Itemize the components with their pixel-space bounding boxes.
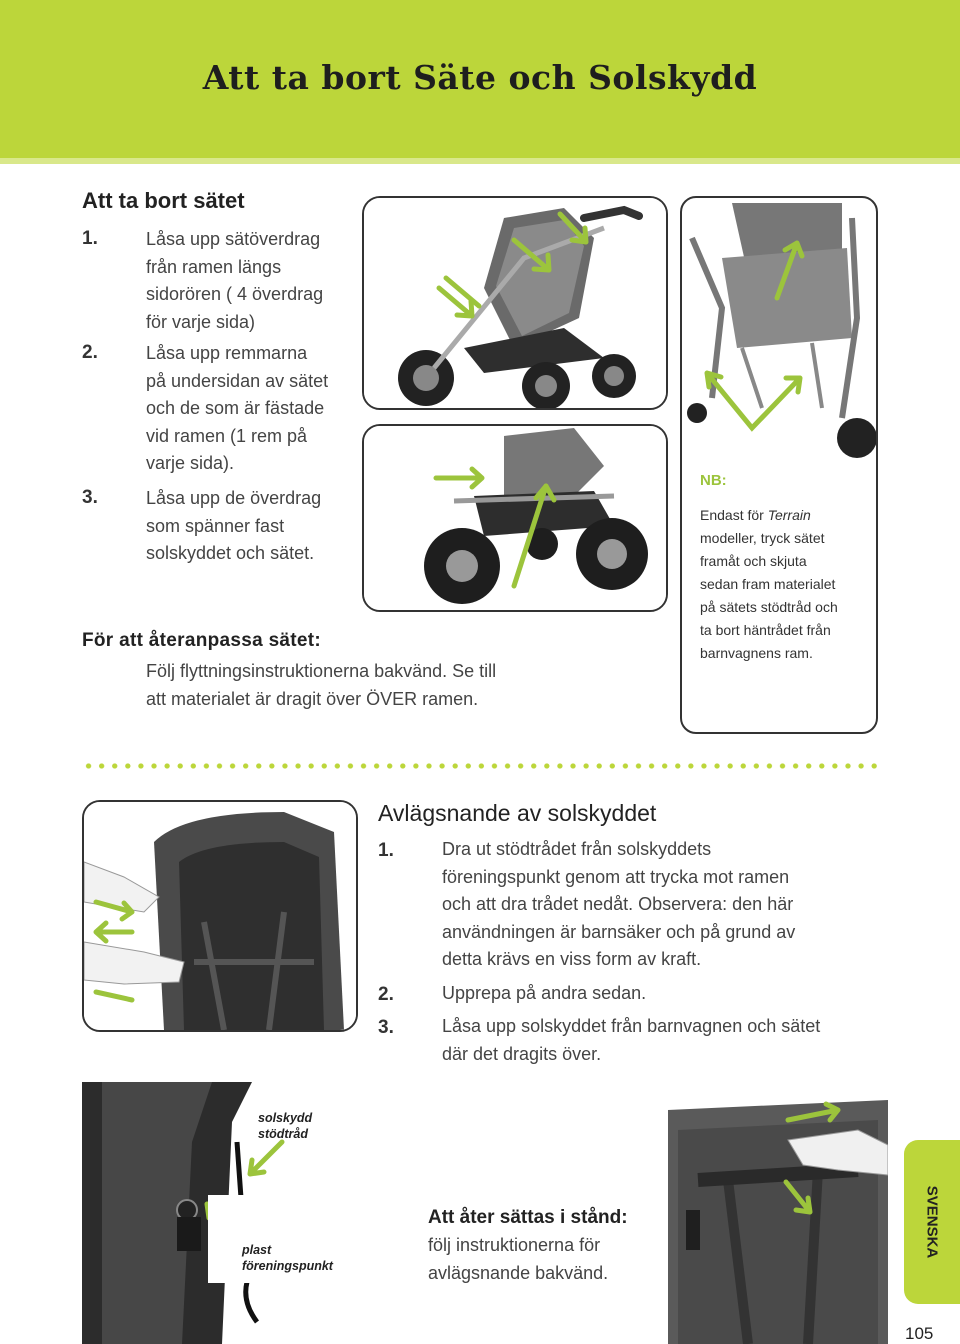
step-number: 2. xyxy=(82,342,98,363)
canopy-photo-hands xyxy=(82,800,358,1032)
refit-canopy-text: följ instruktionerna för avlägsnande bakvänd. xyxy=(428,1235,609,1283)
header-underline xyxy=(0,158,960,164)
terrain-seat-photo xyxy=(682,198,876,458)
refit-canopy-heading: Att åter sättas i stånd: xyxy=(428,1207,628,1228)
step-number: 2. xyxy=(378,984,394,1005)
remove-seat-heading: Att ta bort sätet xyxy=(82,188,245,213)
step-text: Upprepa på andra sedan. xyxy=(442,983,647,1003)
step-number: 1. xyxy=(378,840,394,861)
refit-seat-text: Följ flyttningsinstruktionerna bakvänd. Se till att materialet är dragit över ÖVER ramen. xyxy=(146,661,497,709)
note-box xyxy=(680,196,878,734)
language-tab-label: SVENSKA xyxy=(923,1185,941,1259)
step-text: Låsa upp solskyddet från barnvagnen och sätet där det dragits över. xyxy=(442,1016,821,1064)
page-title: Att ta bort Säte och Solskydd xyxy=(202,58,758,97)
step-text: Låsa upp remmarna på undersidan av sätet och de som är fästade vid ramen (1 rem på varje sida). xyxy=(146,343,329,473)
canopy-wire-label: solskydd stödtråd xyxy=(258,1111,313,1141)
canopy-refit-photo xyxy=(668,1100,888,1344)
remove-canopy-heading: Avlägsnande av solskyddet xyxy=(378,800,657,826)
refit-seat-heading: För att återanpassa sätet: xyxy=(82,630,322,651)
step-text: Låsa upp sätöverdrag från ramen längs sidorören ( 4 överdrag för varje sida) xyxy=(146,229,324,332)
plastic-joint-label: plast föreningspunkt xyxy=(242,1243,333,1273)
note-text: Endast för Terrain modeller, tryck sätet framåt och skjuta sedan fram materialet på sätets stödtråd och ta bort häntrådet från barnvagnens ram. xyxy=(700,507,838,661)
stroller-photo-under xyxy=(362,424,668,612)
step-text: Låsa upp de överdrag som spänner fast solskyddet och sätet. xyxy=(146,488,322,563)
step-number: 1. xyxy=(82,228,98,249)
stroller-photo-side xyxy=(362,196,668,410)
language-tab xyxy=(904,1140,960,1304)
note-label: NB: xyxy=(700,472,727,489)
page-number: 105 xyxy=(905,1324,934,1343)
step-number: 3. xyxy=(82,487,98,508)
step-number: 3. xyxy=(378,1017,394,1038)
step-text: Dra ut stödtrådet från solskyddets föreningspunkt genom att trycka mot ramen och att dra trådet nedåt. Observera: den här användningen är barnsäker och på grund av detta krävs en viss form av kraft. xyxy=(442,839,796,969)
dotted-divider xyxy=(82,762,882,770)
